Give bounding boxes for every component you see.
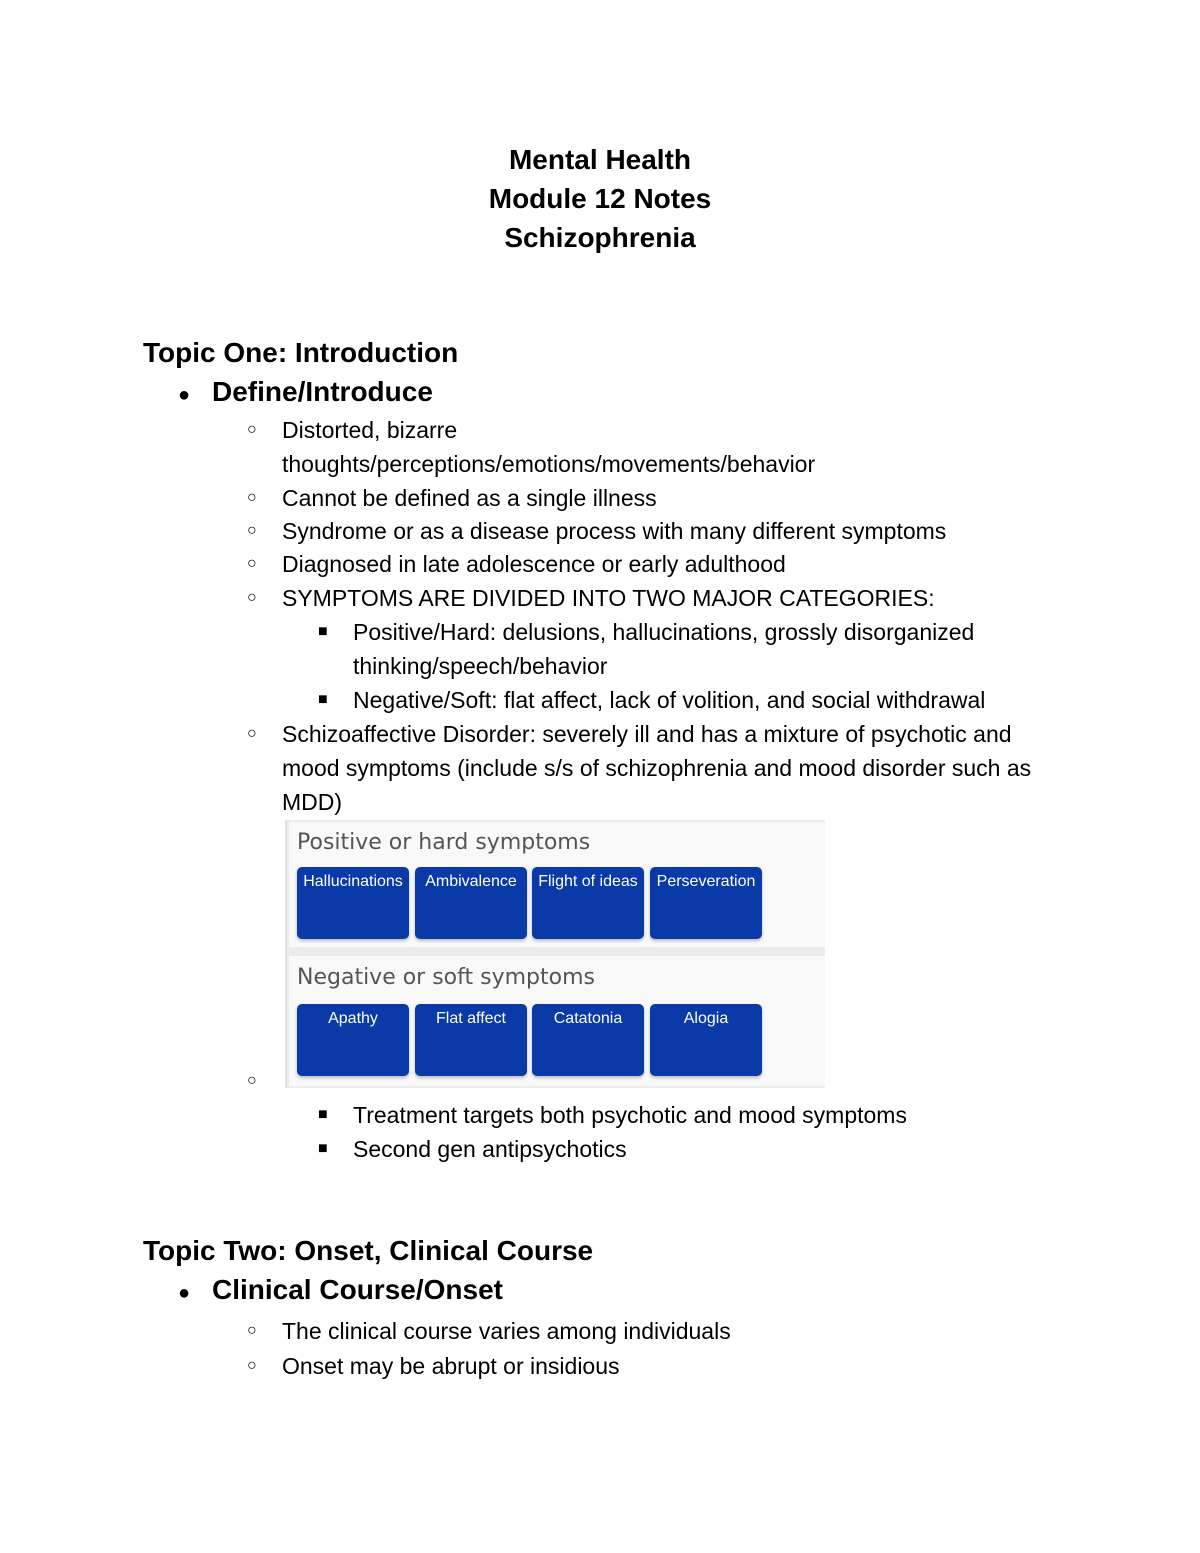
list-item-text: Cannot be defined as a single illness (282, 485, 657, 511)
symptom-chip: Apathy (297, 1004, 409, 1076)
filled-circle-bullet-icon: ● (178, 1282, 191, 1304)
hollow-circle-bullet-icon: ○ (247, 725, 257, 742)
list-item-text: Negative/Soft: flat affect, lack of volition, and social withdrawal (353, 687, 986, 713)
topic-two-subheading (178, 1272, 503, 1311)
negative-symptoms-heading: Negative or soft symptoms (297, 965, 595, 990)
list-item (247, 481, 1067, 515)
hollow-circle-bullet-icon: ○ (247, 522, 257, 539)
symptom-chip: Alogia (650, 1004, 762, 1076)
list-item (318, 1132, 1068, 1166)
square-bullet-icon: ■ (318, 623, 328, 640)
list-item-text: Diagnosed in late adolescence or early adulthood (282, 551, 786, 577)
list-item (247, 1064, 277, 1098)
list-item (247, 1349, 1067, 1383)
hollow-circle-bullet-icon: ○ (247, 1357, 257, 1374)
list-item (247, 1314, 1067, 1348)
square-bullet-icon: ■ (318, 1140, 328, 1157)
list-item (318, 615, 1068, 683)
symptom-chip: Flat affect (415, 1004, 527, 1076)
title-subject: Mental Health (508, 144, 692, 175)
list-item (318, 1098, 1068, 1132)
document-title (0, 140, 1200, 257)
list-item (247, 717, 1047, 819)
positive-symptoms-section (289, 822, 825, 947)
symptom-chip: Perseveration (650, 867, 762, 939)
list-item-text: Distorted, bizarre thoughts/perceptions/emotions/movements/behavior (282, 417, 816, 477)
list-item (247, 581, 1067, 615)
square-bullet-icon: ■ (318, 1106, 328, 1123)
list-item (247, 514, 1067, 548)
symptoms-panel-image (285, 820, 825, 1088)
hollow-circle-bullet-icon: ○ (247, 589, 257, 606)
hollow-circle-bullet-icon: ○ (247, 1072, 257, 1089)
hollow-circle-bullet-icon: ○ (247, 421, 257, 438)
list-item-text: Treatment targets both psychotic and mood symptoms (353, 1102, 907, 1128)
list-item-text: Onset may be abrupt or insidious (282, 1353, 620, 1379)
list-item-text: Schizoaffective Disorder: severely ill and has a mixture of psychotic and mood symptoms (include s/s of schizophrenia and mood disorder such as MDD) (282, 721, 1032, 815)
negative-symptoms-section (289, 956, 825, 1086)
list-item (318, 683, 1068, 717)
hollow-circle-bullet-icon: ○ (247, 555, 257, 572)
symptom-chip: Catatonia (532, 1004, 644, 1076)
hollow-circle-bullet-icon: ○ (247, 489, 257, 506)
positive-symptoms-heading: Positive or hard symptoms (297, 830, 591, 855)
list-item-text: The clinical course varies among individuals (282, 1318, 731, 1344)
topic-two-heading: Topic Two: Onset, Clinical Course (143, 1235, 594, 1266)
list-item-text: Syndrome or as a disease process with many different symptoms (282, 518, 947, 544)
list-item-text: Positive/Hard: delusions, hallucinations, grossly disorganized thinking/speech/behavior (353, 619, 975, 679)
list-item (247, 547, 1067, 581)
symptom-chip: Hallucinations (297, 867, 409, 939)
list-item-text: SYMPTOMS ARE DIVIDED INTO TWO MAJOR CATEGORIES: (282, 585, 935, 611)
filled-circle-bullet-icon: ● (178, 384, 191, 406)
symptom-chip: Flight of ideas (532, 867, 644, 939)
square-bullet-icon: ■ (318, 691, 328, 708)
subheading-text: Define/Introduce (212, 376, 433, 407)
title-module: Module 12 Notes (488, 183, 712, 214)
hollow-circle-bullet-icon: ○ (247, 1322, 257, 1339)
symptom-chip: Ambivalence (415, 867, 527, 939)
subheading-text: Clinical Course/Onset (212, 1274, 503, 1305)
topic-one-heading: Topic One: Introduction (143, 337, 459, 368)
list-item (247, 413, 1067, 481)
list-item-text: Second gen antipsychotics (353, 1136, 627, 1162)
topic-one-subheading (178, 374, 433, 413)
title-topic: Schizophrenia (504, 222, 696, 253)
